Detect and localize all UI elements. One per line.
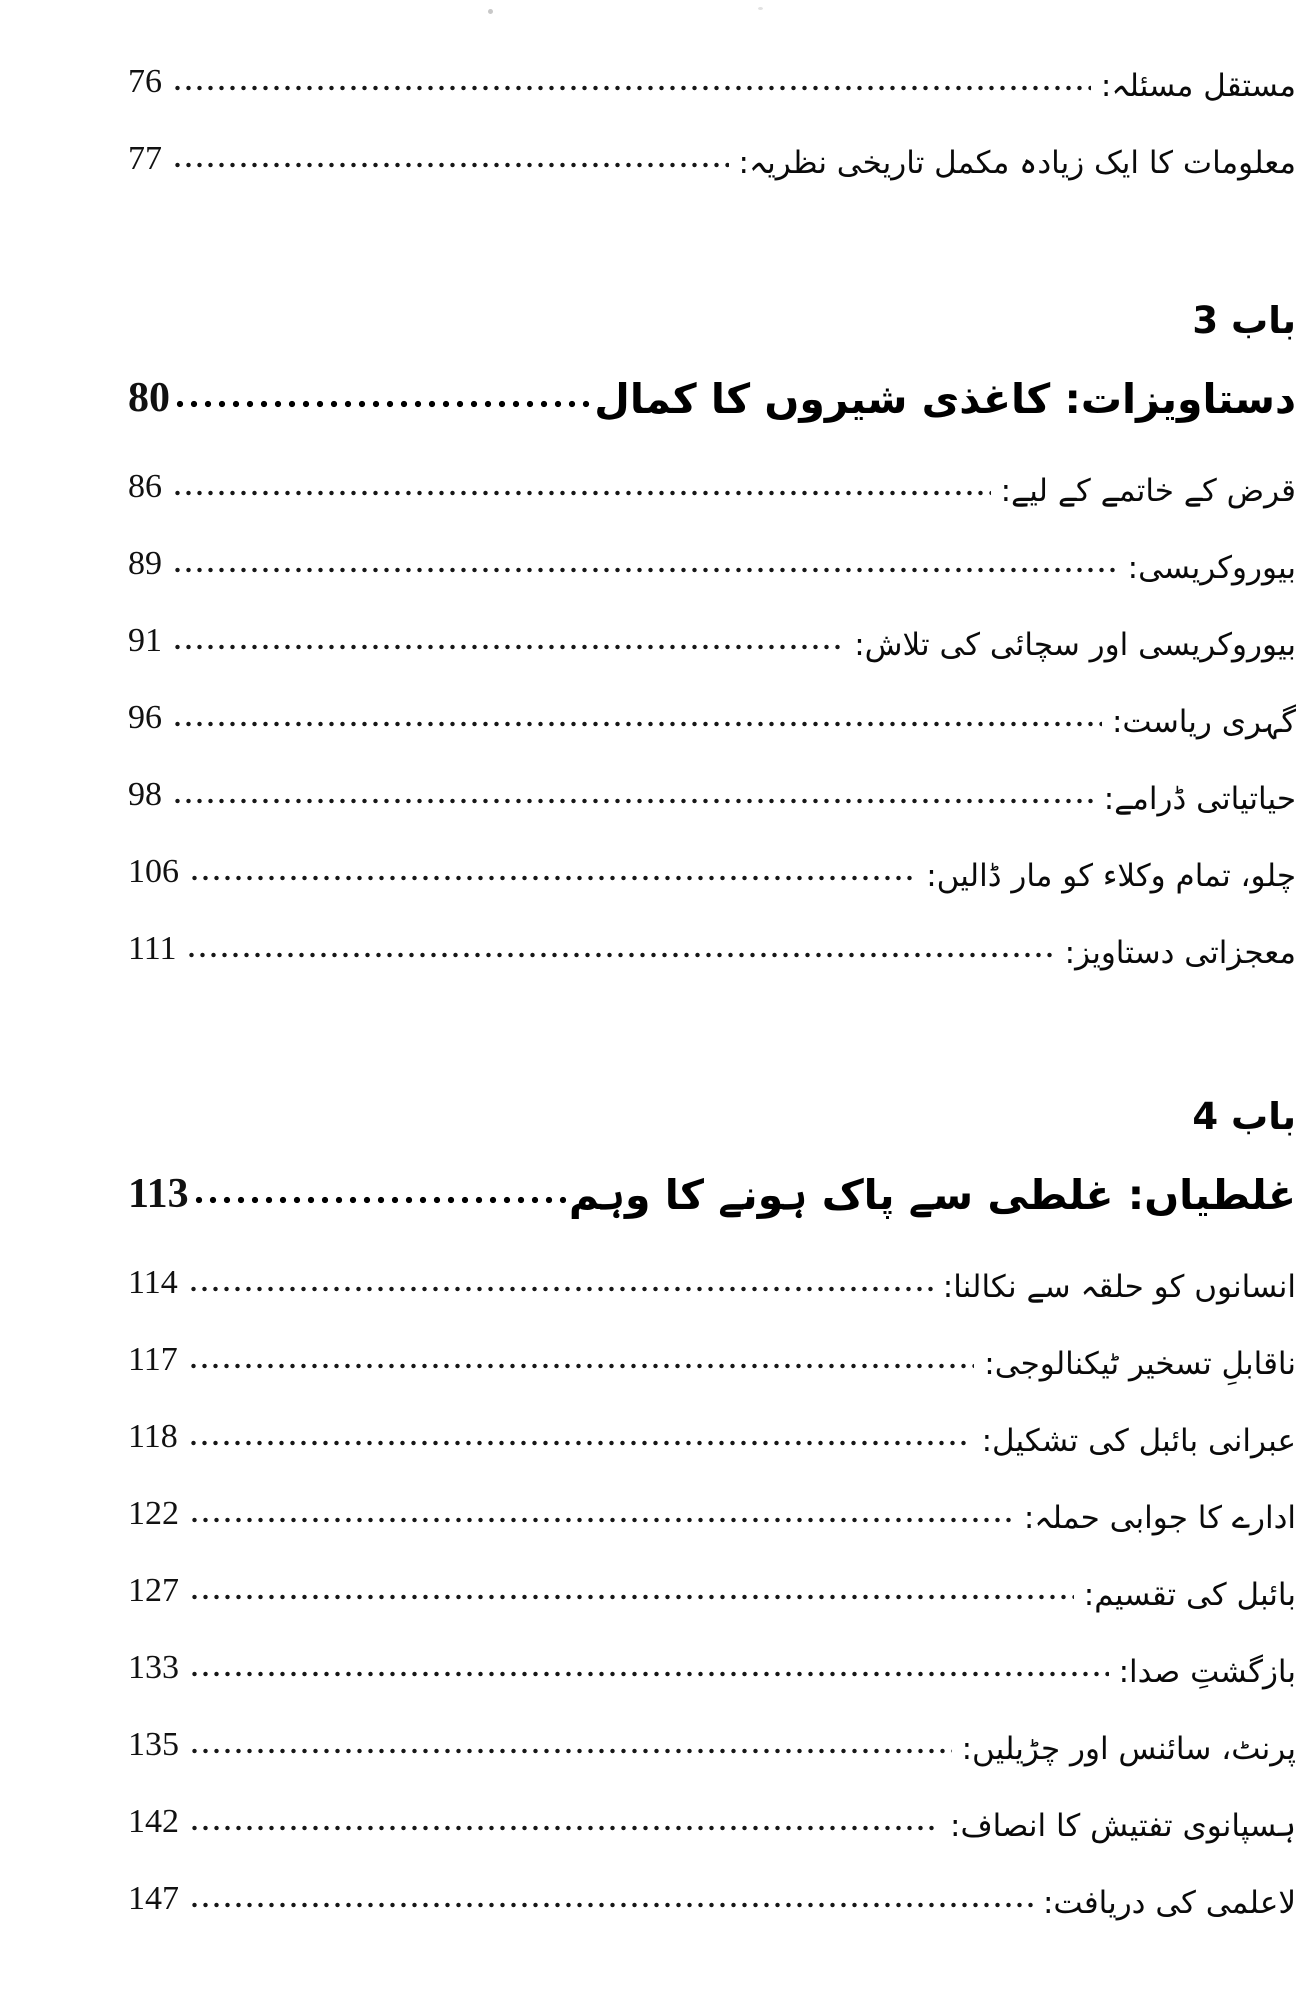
toc-entry bbox=[128, 1638, 1296, 1694]
toc-entry-label: حیاتیاتی ڈرامے: bbox=[1103, 780, 1296, 817]
chapter-3-heading: باب 3 bbox=[1192, 299, 1296, 342]
toc-entry-page: 98 bbox=[128, 776, 162, 813]
dot-leader bbox=[189, 874, 916, 882]
dot-leader bbox=[173, 399, 591, 409]
dot-leader bbox=[186, 951, 1054, 959]
toc-entry-page: 133 bbox=[128, 1649, 179, 1686]
toc-entry-page: 89 bbox=[128, 545, 162, 582]
toc-entry-page: 76 bbox=[128, 63, 162, 100]
toc-entry-label: گہری ریاست: bbox=[1111, 703, 1296, 740]
toc-entry bbox=[128, 611, 1296, 667]
toc-entry bbox=[128, 842, 1296, 898]
dot-leader bbox=[172, 566, 1118, 574]
toc-entry-page: 118 bbox=[128, 1418, 178, 1455]
chapter-4-title: غلطیاں: غلطی سے پاک ہونے کا وہم bbox=[568, 1170, 1296, 1219]
chapter-4-page: 113 bbox=[128, 1171, 189, 1217]
dot-leader bbox=[188, 1285, 933, 1293]
scan-speck bbox=[488, 9, 493, 14]
chapter-4-heading: باب 4 bbox=[1192, 1095, 1296, 1138]
toc-entry bbox=[128, 765, 1296, 821]
chapter-3-title: دستاویزات: کاغذی شیروں کا کمال bbox=[594, 374, 1296, 423]
toc-entry-page: 77 bbox=[128, 140, 162, 177]
toc-entry-label: معجزاتی دستاویز: bbox=[1064, 934, 1296, 971]
toc-entry-label: مستقل مسئلہ: bbox=[1100, 67, 1296, 104]
dot-leader bbox=[172, 643, 844, 651]
toc-entry-page: 147 bbox=[128, 1880, 179, 1917]
toc-entry bbox=[128, 688, 1296, 744]
toc-entry-page: 91 bbox=[128, 622, 162, 659]
toc-entry bbox=[128, 129, 1296, 185]
toc-entry-label: انسانوں کو حلقہ سے نکالنا: bbox=[942, 1268, 1296, 1305]
toc-entry-label: عبرانی بائبل کی تشکیل: bbox=[981, 1422, 1296, 1459]
toc-entry-page: 114 bbox=[128, 1264, 178, 1301]
dot-leader bbox=[172, 797, 1094, 805]
toc-entry-page: 127 bbox=[128, 1572, 179, 1609]
dot-leader bbox=[189, 1747, 952, 1755]
dot-leader bbox=[189, 1670, 1109, 1678]
toc-entry-page: 122 bbox=[128, 1495, 179, 1532]
dot-leader bbox=[189, 1901, 1033, 1909]
toc-entry-page: 96 bbox=[128, 699, 162, 736]
chapter-3-title-row bbox=[128, 363, 1296, 427]
chapter-3-page: 80 bbox=[128, 375, 170, 421]
dot-leader bbox=[172, 84, 1091, 92]
dot-leader bbox=[189, 1516, 1014, 1524]
toc-entry bbox=[128, 1869, 1296, 1925]
toc-entry bbox=[128, 1715, 1296, 1771]
dot-leader bbox=[189, 1593, 1074, 1601]
dot-leader bbox=[188, 1362, 975, 1370]
toc-entry bbox=[128, 534, 1296, 590]
toc-entry-label: بیوروکریسی اور سچائی کی تلاش: bbox=[854, 626, 1296, 663]
toc-entry-label: ادارے کا جوابی حملہ: bbox=[1023, 1499, 1296, 1536]
dot-leader bbox=[172, 720, 1102, 728]
toc-entry-label: بائبل کی تقسیم: bbox=[1083, 1576, 1296, 1613]
scan-speck bbox=[758, 7, 763, 10]
toc-entry-page: 86 bbox=[128, 468, 162, 505]
toc-entry bbox=[128, 1484, 1296, 1540]
dot-leader bbox=[189, 1824, 940, 1832]
toc-entry bbox=[128, 1561, 1296, 1617]
toc-entry-label: قرض کے خاتمے کے لیے: bbox=[1000, 472, 1296, 509]
toc-entry-page: 135 bbox=[128, 1726, 179, 1763]
toc-entry-label: معلومات کا ایک زیادہ مکمل تاریخی نظریہ: bbox=[738, 144, 1296, 181]
toc-entry-label: بازگشتِ صدا: bbox=[1118, 1653, 1296, 1690]
dot-leader bbox=[172, 161, 729, 169]
toc-entry bbox=[128, 1253, 1296, 1309]
chapter-4-title-row bbox=[128, 1159, 1296, 1223]
toc-entry-label: چلو، تمام وکلاء کو مار ڈالیں: bbox=[926, 857, 1296, 894]
toc-entry-label: پرنٹ، سائنس اور چڑیلیں: bbox=[961, 1730, 1296, 1767]
toc-entry-label: بیوروکریسی: bbox=[1127, 549, 1296, 586]
toc-entry bbox=[128, 457, 1296, 513]
toc-entry bbox=[128, 1330, 1296, 1386]
dot-leader bbox=[192, 1195, 566, 1205]
toc-entry bbox=[128, 52, 1296, 108]
toc-entry bbox=[128, 919, 1296, 975]
toc-entry-page: 117 bbox=[128, 1341, 178, 1378]
dot-leader bbox=[172, 489, 991, 497]
toc-entry-label: ہسپانوی تفتیش کا انصاف: bbox=[950, 1807, 1296, 1844]
dot-leader bbox=[188, 1439, 972, 1447]
toc-entry-label: ناقابلِ تسخیر ٹیکنالوجی: bbox=[984, 1345, 1296, 1382]
toc-entry bbox=[128, 1407, 1296, 1463]
toc-entry-page: 111 bbox=[128, 930, 177, 967]
toc-entry-page: 142 bbox=[128, 1803, 179, 1840]
toc-entry-page: 106 bbox=[128, 853, 179, 890]
toc-entry bbox=[128, 1792, 1296, 1848]
toc-entry-label: لاعلمی کی دریافت: bbox=[1042, 1884, 1296, 1921]
